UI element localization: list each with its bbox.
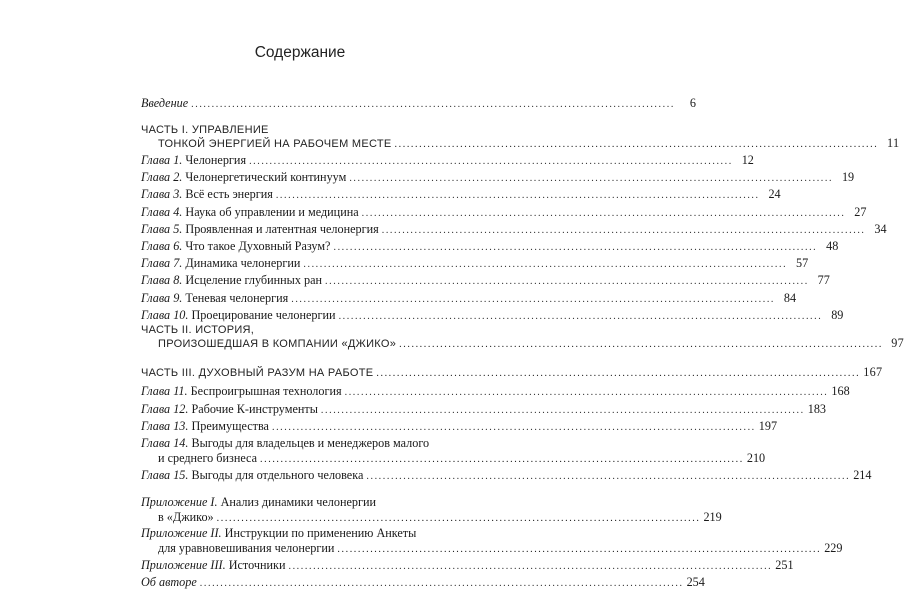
toc-entry-chapter-15[interactable] — [141, 468, 872, 483]
page-number: 251 — [775, 558, 794, 572]
entry-prefix: Глава 6. — [141, 239, 183, 253]
toc-entry-chapter-14[interactable] — [141, 436, 766, 467]
dot-leader: ...................................................................................................................... — [361, 207, 846, 219]
dot-leader: ...................................................................................................................... — [381, 224, 866, 236]
entry-prefix: Приложение I. — [141, 495, 218, 509]
page-number: 229 — [824, 541, 843, 555]
entry-prefix: Глава 4. — [141, 204, 183, 219]
entry-prefix: Глава 2. — [141, 170, 183, 185]
page-number: 12 — [741, 153, 754, 167]
entry-text: Источники — [225, 558, 286, 572]
entry-prefix: Глава 5. — [141, 221, 183, 236]
toc-part-2[interactable] — [141, 324, 904, 351]
entry-prefix: Глава 12. — [141, 401, 189, 416]
entry-text: Теневая челонергия — [182, 290, 289, 305]
entry-text: Проявленная и латентная челонергия — [182, 221, 379, 236]
entry-text-line2: и среднего бизнеса — [158, 451, 258, 465]
toc-entry-intro[interactable] — [141, 96, 696, 111]
page-number: 210 — [746, 451, 766, 465]
page-number: 48 — [826, 239, 839, 253]
page-number: 97 — [891, 336, 904, 350]
dot-leader: ...................................................................................................................... — [399, 339, 883, 350]
dot-leader: ...................................................................................................................... — [288, 561, 773, 572]
entry-prefix: Глава 3. — [141, 187, 183, 202]
dot-leader: ...................................................................................................................... — [376, 368, 861, 379]
dot-leader: ...................................................................................................................... — [325, 276, 809, 288]
entry-text: Челонергетический континуум — [182, 170, 347, 185]
dot-leader: ...................................................................................................................... — [303, 259, 788, 271]
dot-leader: ...................................................................................................................... — [349, 173, 834, 185]
page-number: 197 — [758, 419, 778, 433]
toc-entry-chapter[interactable] — [141, 273, 830, 288]
entry-prefix: Глава 1. — [141, 153, 183, 167]
toc-part-1[interactable] — [141, 124, 900, 151]
toc-entry-chapter[interactable] — [141, 419, 778, 434]
entry-text-line2: в «Джико» — [158, 510, 214, 524]
page-title: Содержание — [254, 44, 346, 61]
dot-leader: ...................................................................................................................... — [199, 578, 684, 589]
toc-entry-chapter[interactable] — [141, 290, 797, 306]
entry-text: Что такое Духовный Разум? — [182, 239, 331, 253]
part-title-line1: ЧАСТЬ II. ИСТОРИЯ, — [141, 324, 255, 336]
dot-leader: ...................................................................................................................... — [216, 513, 701, 524]
dot-leader: ...................................................................................................................... — [337, 544, 822, 555]
entry-text: Всё есть энергия — [182, 187, 273, 202]
page-number: 214 — [853, 468, 872, 482]
dot-leader: ...................................................................................................................... — [344, 387, 829, 398]
part-title: ЧАСТЬ III. ДУХОВНЫЙ РАЗУМ НА РАБОТЕ — [141, 367, 374, 379]
entry-text: Челонергия — [182, 153, 247, 167]
entry-prefix: Приложение III. — [141, 558, 226, 572]
entry-text-line2: для уравновешивания челонергии — [158, 541, 335, 555]
page-number: 6 — [689, 96, 696, 110]
entry-text: Беспроигрышная технология — [187, 384, 342, 398]
part-title-line2: ПРОИЗОШЕДШАЯ В КОМПАНИИ «ДЖИКО» — [158, 338, 397, 350]
dot-leader: ...................................................................................................................... — [191, 99, 675, 110]
page-number: 89 — [831, 307, 844, 322]
entry-prefix: Приложение II. — [141, 526, 222, 540]
page-number: 24 — [768, 187, 781, 202]
entry-prefix: Глава 13. — [141, 419, 189, 433]
entry-prefix: Глава 7. — [141, 256, 183, 271]
page-number: 84 — [783, 290, 797, 305]
dot-leader: ...................................................................................................................... — [249, 156, 733, 167]
toc-part-3[interactable] — [141, 365, 883, 380]
page-number: 219 — [703, 510, 722, 524]
entry-prefix: Глава 11. — [141, 384, 188, 398]
toc-entry-chapter[interactable] — [141, 170, 855, 185]
page-number: 183 — [807, 401, 826, 416]
dot-leader: ...................................................................................................................... — [333, 242, 818, 253]
page-number: 27 — [854, 204, 867, 219]
entry-prefix: Глава 9. — [141, 290, 183, 305]
dot-leader: ...................................................................................................................... — [291, 293, 776, 305]
dot-leader: ...................................................................................................................... — [271, 422, 756, 433]
entry-label: Об авторе — [141, 575, 197, 589]
dot-leader: ...................................................................................................................... — [260, 454, 744, 465]
entry-prefix: Глава 14. — [141, 436, 189, 450]
entry-prefix: Глава 15. — [141, 468, 189, 482]
dot-leader: ...................................................................................................................... — [394, 139, 879, 150]
dot-leader: ...................................................................................................................... — [275, 190, 760, 202]
entry-prefix: Глава 8. — [141, 273, 183, 288]
entry-text: Преимущества — [188, 419, 269, 433]
toc-entry-chapter[interactable] — [141, 384, 850, 399]
toc-entry-appendix-3[interactable] — [141, 558, 794, 573]
entry-label: Введение — [141, 96, 189, 110]
toc-entry-chapter[interactable] — [141, 307, 844, 323]
page-number: 11 — [887, 136, 900, 150]
toc-entry-chapter[interactable] — [141, 153, 754, 168]
dot-leader: ...................................................................................................................... — [366, 471, 851, 482]
part-title-line1: ЧАСТЬ I. УПРАВЛЕНИЕ — [141, 124, 269, 136]
part-title-line2: ТОНКОЙ ЭНЕРГИЕЙ НА РАБОЧЕМ МЕСТЕ — [158, 138, 392, 150]
page-number: 254 — [686, 575, 705, 589]
toc-entry-about-author[interactable] — [141, 575, 705, 590]
toc-entry-chapter[interactable] — [141, 204, 867, 220]
entry-text: Рабочие К-инструменты — [188, 401, 318, 416]
entry-prefix: Глава 10. — [141, 307, 189, 322]
toc-entry-appendix-2[interactable] — [141, 526, 843, 557]
page-number: 57 — [796, 256, 809, 271]
toc-entry-chapter[interactable] — [141, 401, 826, 417]
page-number: 19 — [841, 170, 855, 185]
page-number: 168 — [831, 384, 850, 398]
entry-text: Проецирование челонергии — [188, 307, 336, 322]
page-number: 34 — [874, 221, 887, 236]
toc-entry-appendix-1[interactable] — [141, 495, 722, 526]
toc-entry-chapter[interactable] — [141, 256, 809, 271]
entry-text: Наука об управлении и медицина — [182, 204, 359, 219]
entry-text: Динамика челонергии — [182, 256, 301, 271]
entry-text-line1: Выгоды для владельцев и менеджеров малого — [188, 436, 430, 450]
entry-text: Выгоды для отдельного человека — [188, 468, 364, 482]
toc-entry-chapter[interactable] — [141, 187, 781, 202]
dot-leader: ...................................................................................................................... — [338, 310, 823, 322]
page-number: 77 — [817, 273, 830, 288]
toc-entry-chapter[interactable] — [141, 221, 887, 237]
entry-text: Исцеление глубинных ран — [182, 273, 323, 288]
entry-text-line1: Анализ динамики челонергии — [217, 495, 377, 509]
dot-leader: ...................................................................................................................... — [320, 404, 805, 416]
page-number: 167 — [863, 365, 883, 379]
entry-text-line1: Инструкции по применению Анкеты — [221, 526, 417, 540]
toc-entry-chapter[interactable] — [141, 239, 839, 254]
